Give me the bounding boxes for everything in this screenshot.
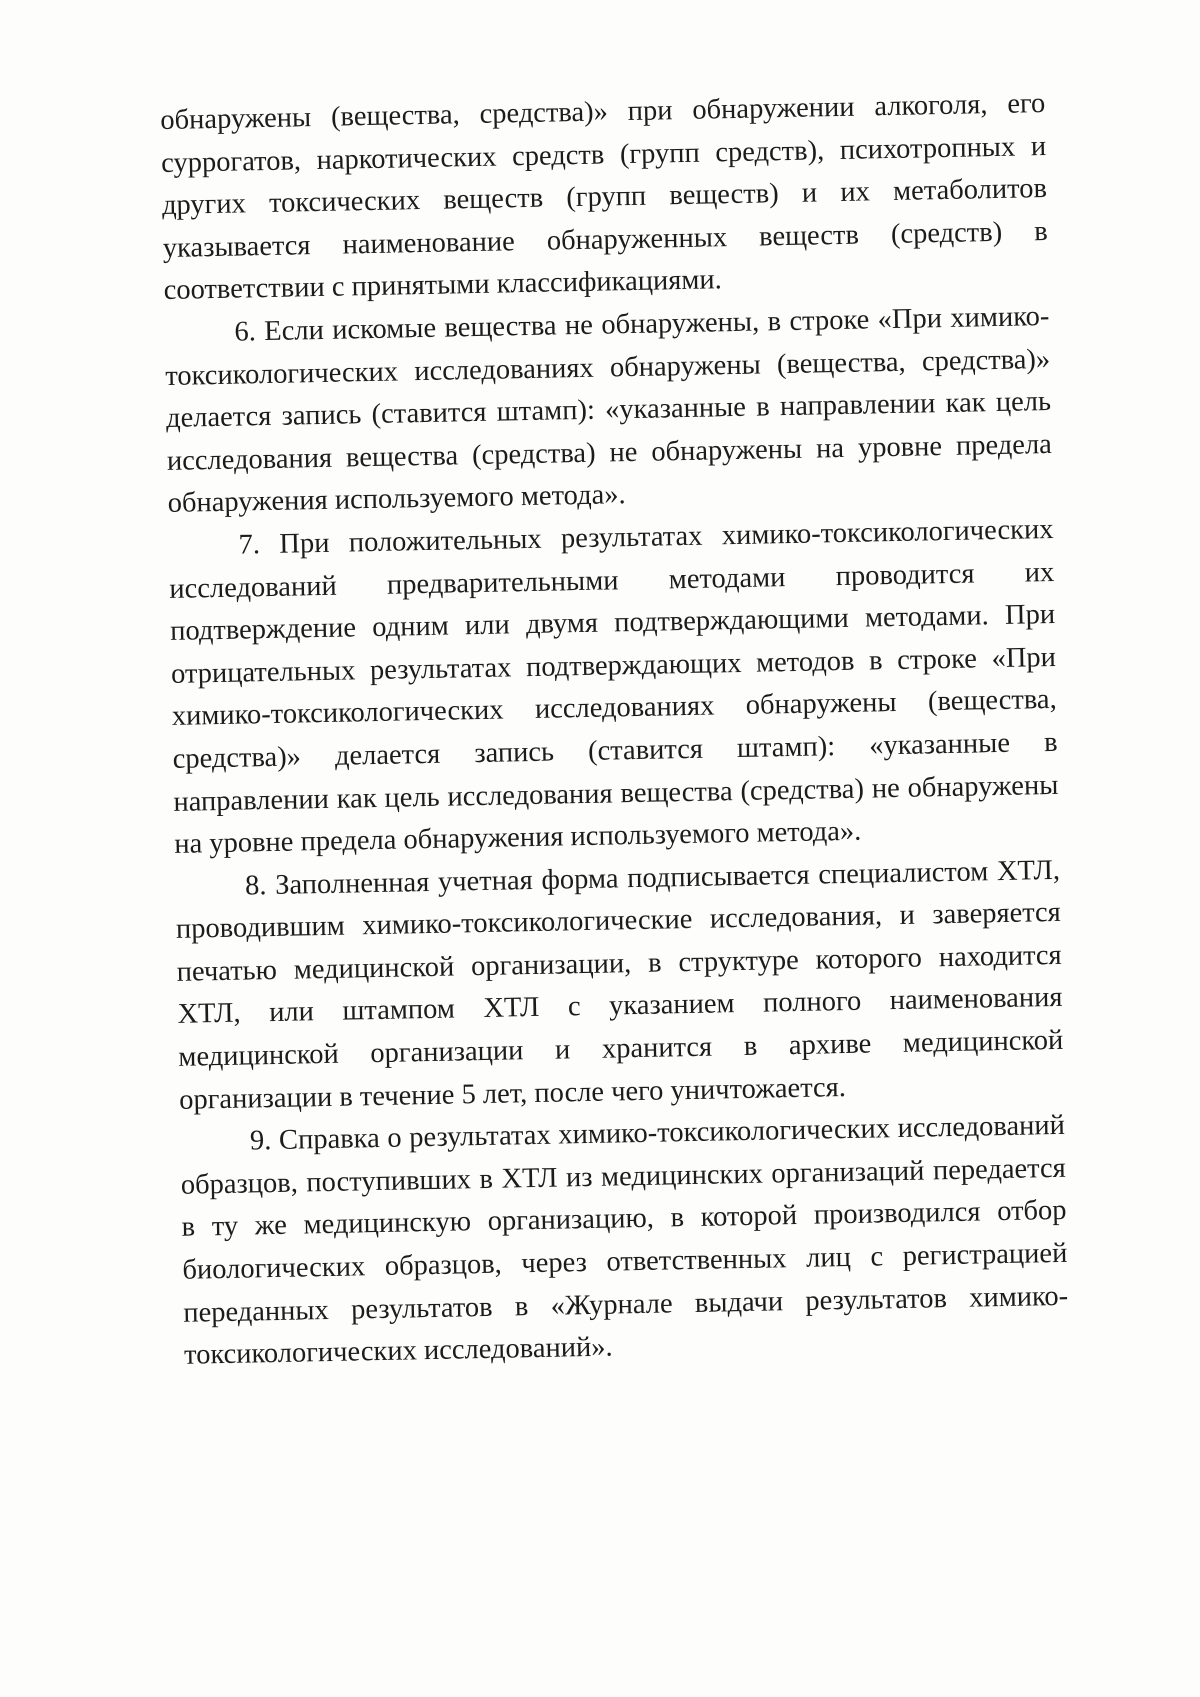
paragraph-item-6: 6. Если искомые вещества не обнаружены, в строке «При химико-токсикологических исследованиях обнаружены (вещества, средства)» делается запись (ставится штамп): «указанные в направлении как цель исследования вещества (средства) не обнаружены на уровне предела обнаружения используемого метода». (165, 300, 1053, 520)
paragraph-item-7: 7. При положительных результатах химико-токсикологических исследований предварительными методами проводится их подтверждение одним или двумя подтверждающими методами. При отрицательных результатах подтверждающих методов в строке «При химико-токсикологических исследованиях обнаружены (вещества, средства)» делается запись (ставится штамп): «указанные в направлении как цель исследования вещества (средства) не обнаружены на уровне предела обнаружения используемого метода». (169, 513, 1059, 860)
paragraph-item-8: 8. Заполненная учетная форма подписывается специалистом ХТЛ, проводившим химико-токсикологические исследования, и заверяется печатью медицинской организации, в структуре которого находится ХТЛ, или штампом ХТЛ с указанием полного наименования медицинской организации и хранится в архиве медицинской организации в течение 5 лет, после чего уничтожается. (175, 854, 1064, 1116)
paragraph-item-9: 9. Справка о результатах химико-токсикологических исследований образцов, поступивших в ХТЛ из медицинских организаций передается в ту же медицинскую организацию, в которой производился отбор биологических образцов, через ответственных лиц с регистрацией переданных результатов в «Журнале выдачи результатов химико-токсикологических исследований». (180, 1110, 1069, 1371)
paragraph-continuation: обнаружены (вещества, средства)» при обнаружении алкоголя, его суррогатов, наркотических средств (групп средств), психотропных и других токсических веществ (групп веществ) и их метаболитов указывается наименование обнаруженных веществ (средств) в соответствии с принятыми классификациями. (160, 88, 1048, 307)
document-body (160, 83, 1069, 1378)
